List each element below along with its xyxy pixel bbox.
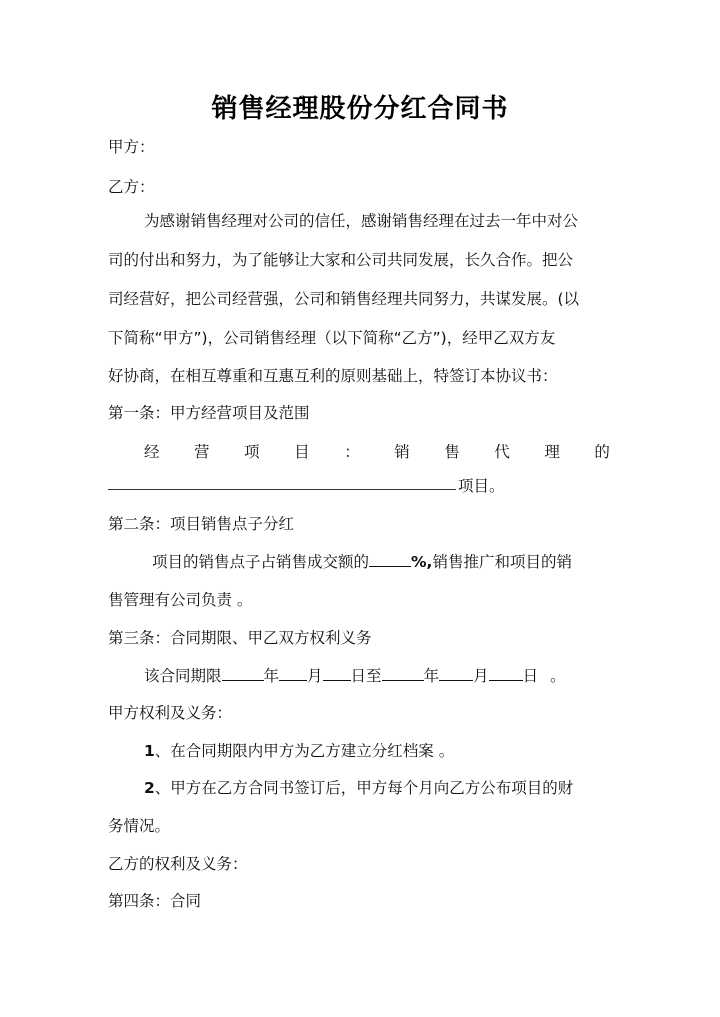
month-label: 月 [307,667,323,685]
period-mark: 。 [550,667,566,685]
party-b-label: 乙方： [108,178,155,196]
article2-text-line [152,550,656,572]
party-a-label: 甲方： [108,138,155,156]
day-to-label: 日至 [350,667,382,685]
contract-term-line [144,664,648,686]
spaced-char: ： [344,443,360,461]
article1-line-end: 项目。 [458,477,505,495]
spaced-char: 营 [194,443,210,461]
start-year-blank[interactable] [222,665,264,682]
spaced-char: 的 [594,443,610,461]
article2-text-before: 项目的销售点子占销售成交额的 [152,553,370,571]
start-day-blank[interactable] [323,665,351,682]
spaced-char: 项 [244,443,260,461]
party-a-item-2-cont: 务情况。 [108,817,171,835]
term-label: 该合同期限 [144,667,222,685]
document-title: 销售经理股份分红合同书 [211,94,509,124]
party-a-item-2 [144,776,648,798]
party-a-rights-heading: 甲方权利及义务： [108,704,233,722]
project-blank-line[interactable] [108,489,456,490]
percent-sign: %, [411,553,433,571]
article3-heading: 第三条：合同期限、甲乙双方权利义务 [108,629,372,647]
percent-blank[interactable] [369,551,411,568]
article2-line-2: 售管理有公司负责 。 [108,591,253,609]
article4-heading: 第四条：合同 [108,892,202,910]
year-label: 年 [263,667,280,685]
spaced-char: 目 [294,443,310,461]
month-label: 月 [473,667,489,685]
intro-line-1: 为感谢销售经理对公司的信任，感谢销售经理在过去一年中对公 [144,212,579,230]
end-day-blank[interactable] [489,665,523,682]
spaced-char: 经 [144,443,160,461]
day-label: 日 [522,667,539,685]
article2-text-after: 销售推广和项目的销 [432,553,572,571]
spaced-char: 代 [494,443,510,461]
start-month-blank[interactable] [279,665,307,682]
article2-heading: 第二条：项目销售点子分红 [108,515,295,533]
item-number: 1 [144,742,155,760]
party-b-rights-heading: 乙方的权利及义务： [108,855,248,873]
intro-line-2: 司的付出和努力，为了能够让大家和公司共同发展，长久合作。把公 [108,251,574,269]
end-year-blank[interactable] [382,665,424,682]
article1-heading: 第一条：甲方经营项目及范围 [108,404,310,422]
end-month-blank[interactable] [439,665,473,682]
intro-line-3: 司经营好，把公司经营强，公司和销售经理共同努力，共谋发展。(以 [108,290,580,308]
intro-line-4: 下简称“甲方”)，公司销售经理（以下简称“乙方”)，经甲乙双方友 [108,329,556,347]
intro-line-5: 好协商，在相互尊重和互惠互利的原则基础上，特签订本协议书： [108,367,558,385]
article1-spaced-line [144,440,610,462]
year-label: 年 [423,667,440,685]
spaced-char: 理 [544,443,560,461]
item-text: 、在合同期限内甲方为乙方建立分红档案 。 [154,742,455,760]
item-number: 2 [144,779,155,797]
item-text: 、甲方在乙方合同书签订后，甲方每个月向乙方公布项目的财 [154,779,574,797]
spaced-char: 销 [394,443,410,461]
party-a-item-1 [144,739,648,761]
spaced-char: 售 [444,443,460,461]
